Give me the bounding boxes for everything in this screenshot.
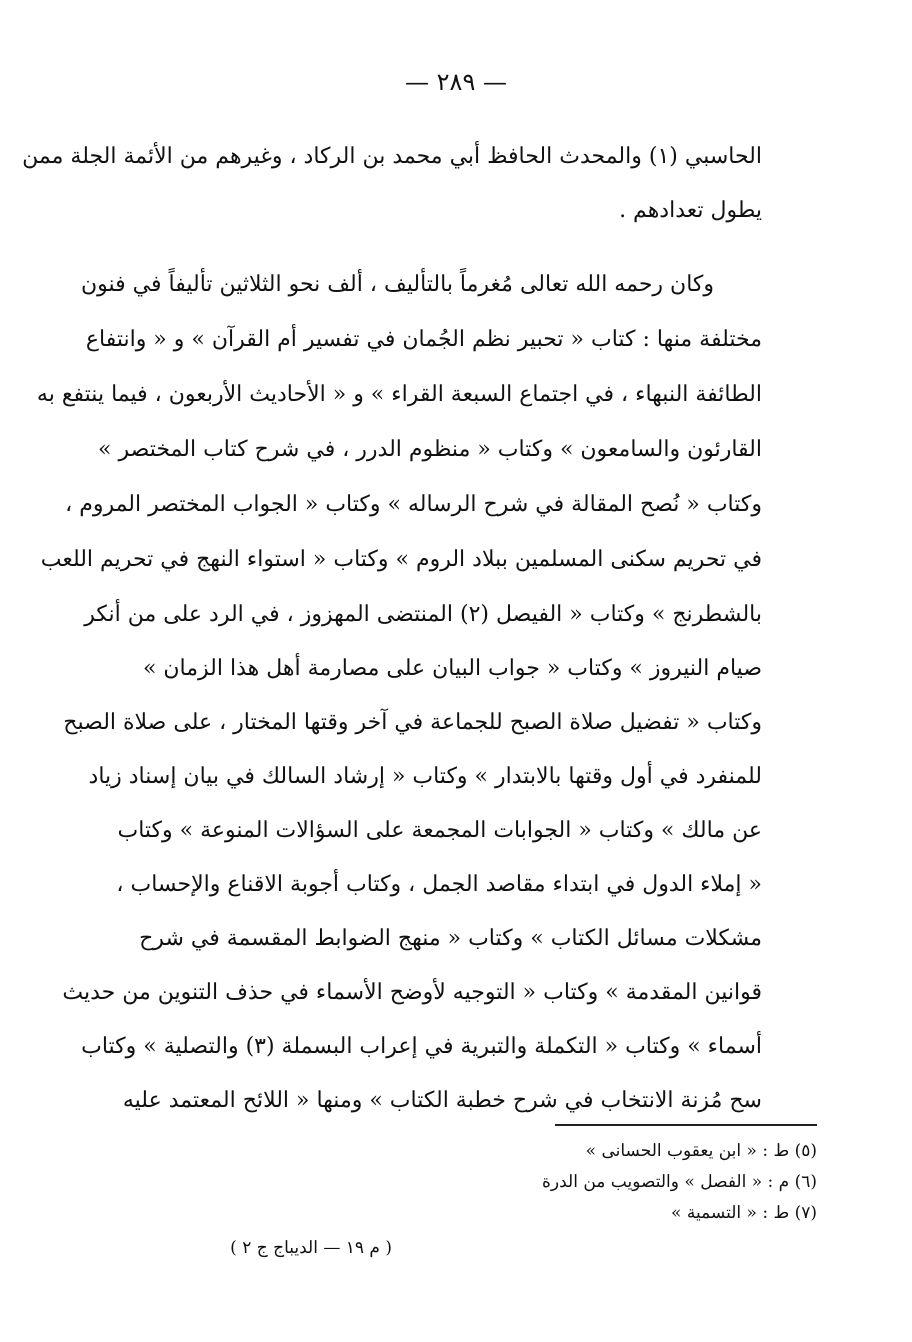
text-line: بالشطرنج » وكتاب « الفيصل (٢) المنتضى المهزوز ، في الرد على من أنكر: [84, 602, 762, 627]
text-line: القارئون والسامعون » وكتاب « منظوم الدرر ، في شرح كتاب المختصر »: [98, 437, 762, 462]
text-line: مختلفة منها : كتاب « تحبير نظم الجُمان في تفسير أم القرآن » و « وانتفاع: [85, 327, 762, 352]
signature-mark: ( م ١٩ — الديباج ج ٢ ): [230, 1238, 392, 1258]
footnote: (٦) م : « الفصل » والتصويب من الدرة: [542, 1172, 817, 1192]
text-line: للمنفرد في أول وقتها بالابتدار » وكتاب « إرشاد السالك في بيان إسناد زياد: [88, 764, 762, 789]
page-number: — ٢٨٩ —: [405, 68, 507, 96]
text-line: وكان رحمه الله تعالى مُغرماً بالتأليف ، ألف نحو الثلاثين تأليفاً في فنون: [81, 272, 714, 297]
text-line: سح مُزنة الانتخاب في شرح خطبة الكتاب » ومنها « اللائح المعتمد عليه: [122, 1088, 762, 1113]
footnote-divider: [555, 1124, 817, 1126]
text-line: وكتاب « تفضيل صلاة الصبح للجماعة في آخر وقتها المختار ، على صلاة الصبح: [63, 710, 762, 735]
text-line: « إملاء الدول في ابتداء مقاصد الجمل ، وكتاب أجوبة الاقناع والإحساب ،: [116, 872, 762, 897]
text-line: يطول تعدادهم .: [619, 198, 762, 223]
text-line: مشكلات مسائل الكتاب » وكتاب « منهج الضوابط المقسمة في شرح: [139, 926, 762, 951]
text-line: الحاسبي (١) والمحدث الحافظ أبي محمد بن الركاد ، وغيرهم من الأئمة الجلة ممن: [22, 144, 762, 169]
footnote: (٥) ط : « ابن يعقوب الحسانى »: [585, 1141, 817, 1161]
text-line: أسماء » وكتاب « التكملة والتبرية في إعراب البسملة (٣) والتصلية » وكتاب: [81, 1034, 762, 1059]
text-line: عن مالك » وكتاب « الجوابات المجمعة على السؤالات المنوعة » وكتاب: [117, 818, 762, 843]
text-line: في تحريم سكنى المسلمين ببلاد الروم » وكتاب « استواء النهج في تحريم اللعب: [40, 547, 762, 572]
footnote: (٧) ط : « التسمية »: [671, 1203, 817, 1223]
text-line: قوانين المقدمة » وكتاب « التوجيه لأوضح الأسماء في حذف التنوين من حديث: [62, 980, 762, 1005]
footnotes: [397, 1136, 817, 1229]
text-line: الطائفة النبهاء ، في اجتماع السبعة القراء » و « الأحاديث الأربعون ، فيما ينتفع به: [36, 382, 762, 407]
text-line: صيام النيروز » وكتاب « جواب البيان على مصارمة أهل هذا الزمان »: [142, 656, 762, 681]
text-line: وكتاب « نُصح المقالة في شرح الرساله » وكتاب « الجواب المختصر المروم ،: [65, 492, 762, 517]
